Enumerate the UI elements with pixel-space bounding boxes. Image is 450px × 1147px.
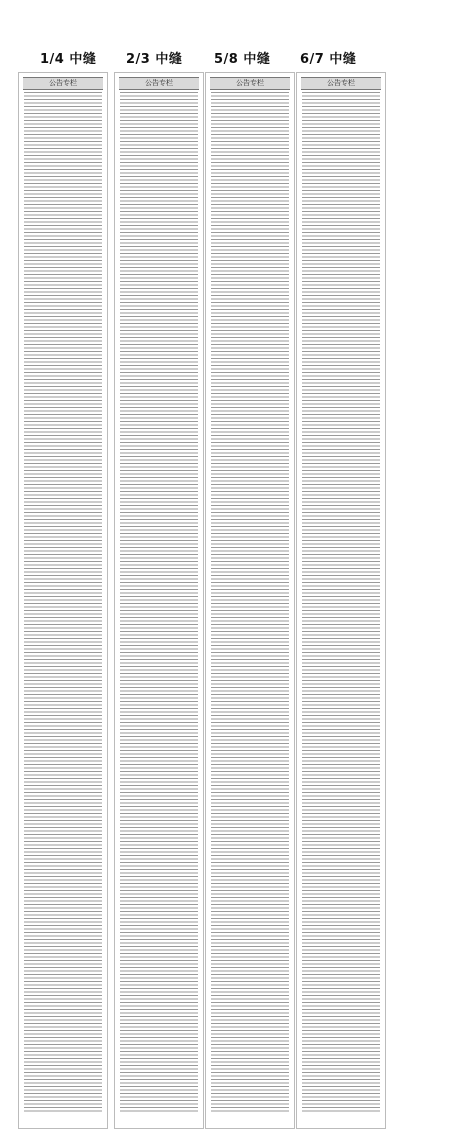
announcement-text-block: [302, 92, 380, 1112]
column-4: [296, 72, 386, 1129]
announcement-text-block: [120, 92, 198, 1112]
column-header-2: 公告专栏: [119, 77, 199, 90]
column-header-1: 公告专栏: [23, 77, 103, 90]
column-3: [205, 72, 295, 1129]
column-1: [18, 72, 108, 1129]
column-header-4: 公告专栏: [301, 77, 381, 90]
column-title-2: 2/3 中缝: [126, 52, 183, 67]
announcement-text-block: [24, 92, 102, 1112]
column-header-3: 公告专栏: [210, 77, 290, 90]
column-title-1: 1/4 中缝: [40, 52, 97, 67]
column-title-4: 6/7 中缝: [300, 52, 357, 67]
column-title-3: 5/8 中缝: [214, 52, 271, 67]
announcement-text-block: [211, 92, 289, 1112]
column-2: [114, 72, 204, 1129]
